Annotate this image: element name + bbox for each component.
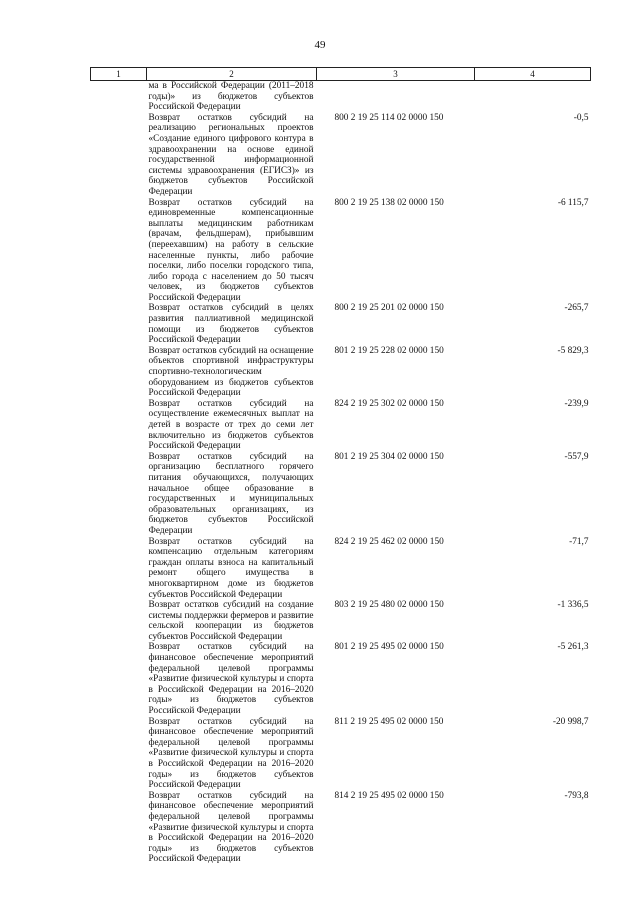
table-row-continuation: [91, 81, 591, 113]
table-row: [91, 642, 591, 716]
page-number: 49: [314, 39, 326, 51]
table-row: [91, 346, 591, 399]
cell-empty: [91, 81, 147, 113]
header-col-2: 2: [147, 68, 317, 81]
row-budget-code: 801 2 19 25 495 02 0000 150: [334, 642, 444, 653]
row-amount: -239,9: [564, 398, 589, 409]
row-description: Возврат остатков субсидий на создание системы поддержки фермеров и развитие сельской кооперации из бюджетов субъектов Российской Федерации: [148, 600, 314, 642]
budget-table: [90, 67, 591, 865]
table-row: [91, 717, 591, 791]
header-col-3: 3: [317, 68, 475, 81]
cell-empty: [91, 717, 147, 791]
row-description: Возврат остатков субсидий на осуществление ежемесячных выплат на детей в возрасте от трех до семи лет включительно из бюджетов субъектов Российской Федерации: [148, 398, 314, 452]
table-row: [91, 198, 591, 304]
row-amount: -793,8: [564, 790, 589, 801]
row-budget-code: 811 2 19 25 495 02 0000 150: [334, 716, 444, 727]
cell-empty: [91, 537, 147, 601]
row-amount: -265,7: [564, 303, 589, 314]
row-budget-code: 801 2 19 25 228 02 0000 150: [334, 345, 444, 356]
row-amount: -557,9: [564, 451, 589, 462]
header-col-1: 1: [91, 68, 147, 81]
header-col-4: 4: [475, 68, 591, 81]
row-description: Возврат остатков субсидий на компенсацию отдельным категориям граждан оплаты взноса на капитальный ремонт общего имущества в многоквартирном доме из бюджетов субъектов Российской Федерации: [148, 536, 314, 600]
row-budget-code: 824 2 19 25 302 02 0000 150: [334, 398, 444, 409]
row-description: Возврат остатков субсидий на финансовое обеспечение мероприятий федеральной целевой программы «Развитие физической культуры и спорта в Российской Федерации на 2016–2020 годы» из бюджетов субъектов Российской Федерации: [148, 716, 314, 791]
cell-empty: [317, 81, 475, 113]
cell-empty: [475, 81, 591, 113]
row-amount: -6 115,7: [557, 197, 589, 208]
row-description: Возврат остатков субсидий на реализацию региональных проектов «Создание единого цифрового контура в здравоохранении на основе единой государственной информационной системы здравоохранения (ЕГИСЗ)» из бюджетов субъектов Российской Федерации: [148, 112, 314, 197]
cell-empty: [91, 399, 147, 452]
cell-empty: [91, 303, 147, 345]
row-budget-code: 800 2 19 25 201 02 0000 150: [334, 303, 444, 314]
row-description: Возврат остатков субсидий на единовременные компенсационные выплаты медицинским работникам (врачам, фельдшерам), прибывшим (переехавшим) на работу в сельские населенные пункты, либо рабочие поселки, либо поселки городского типа, либо города с населением до 50 тысяч человек, из бюджетов субъектов Российской Федерации: [148, 197, 314, 303]
table-row: [91, 113, 591, 198]
row-budget-code: 803 2 19 25 480 02 0000 150: [334, 600, 444, 611]
row-budget-code: 800 2 19 25 114 02 0000 150: [334, 112, 444, 123]
table-row: [91, 303, 591, 345]
row-description: Возврат остатков субсидий в целях развития паллиативной медицинской помощи из бюджетов субъектов Российской Федерации: [148, 303, 314, 346]
table-row: [91, 600, 591, 642]
table-body: [91, 81, 591, 865]
row-amount: -20 998,7: [552, 716, 589, 727]
row-amount: -1 336,5: [557, 600, 589, 611]
row-description: Возврат остатков субсидий на оснащение объектов спортивной инфраструктуры спортивно-технологическим оборудованием из бюджетов субъектов Российской Федерации: [148, 345, 314, 399]
table-header: [91, 68, 591, 81]
table-row: [91, 399, 591, 452]
table-row: [91, 791, 591, 865]
cell-empty: [91, 452, 147, 537]
row-amount: -5 261,3: [557, 642, 589, 653]
cell-empty: [91, 198, 147, 304]
continuation-text: ма в Российской Федерации (2011–2018 годы)» из бюджетов субъектов Российской Федерации: [148, 81, 314, 113]
row-description: Возврат остатков субсидий на финансовое обеспечение мероприятий федеральной целевой программы «Развитие физической культуры и спорта в Российской Федерации на 2016–2020 годы» из бюджетов субъектов Российской Федерации: [148, 790, 314, 865]
cell-empty: [91, 791, 147, 865]
row-description: Возврат остатков субсидий на организацию бесплатного горячего питания обучающихся, получающих начальное общее образование в государственных и муниципальных образовательных организациях, из бюджетов субъектов Российской Федерации: [148, 451, 314, 536]
row-budget-code: 801 2 19 25 304 02 0000 150: [334, 451, 444, 462]
cell-empty: [91, 642, 147, 716]
row-budget-code: 800 2 19 25 138 02 0000 150: [334, 197, 444, 208]
row-amount: -71,7: [569, 536, 589, 547]
table-row: [91, 537, 591, 601]
row-budget-code: 814 2 19 25 495 02 0000 150: [334, 790, 444, 801]
cell-empty: [91, 600, 147, 642]
row-description: Возврат остатков субсидий на финансовое обеспечение мероприятий федеральной целевой программы «Развитие физической культуры и спорта в Российской Федерации на 2016–2020 годы» из бюджетов субъектов Российской Федерации: [148, 642, 314, 717]
cell-empty: [91, 346, 147, 399]
cell-empty: [91, 113, 147, 198]
table-row: [91, 452, 591, 537]
row-budget-code: 824 2 19 25 462 02 0000 150: [334, 536, 444, 547]
row-amount: -5 829,3: [557, 345, 589, 356]
row-amount: -0,5: [573, 112, 589, 123]
